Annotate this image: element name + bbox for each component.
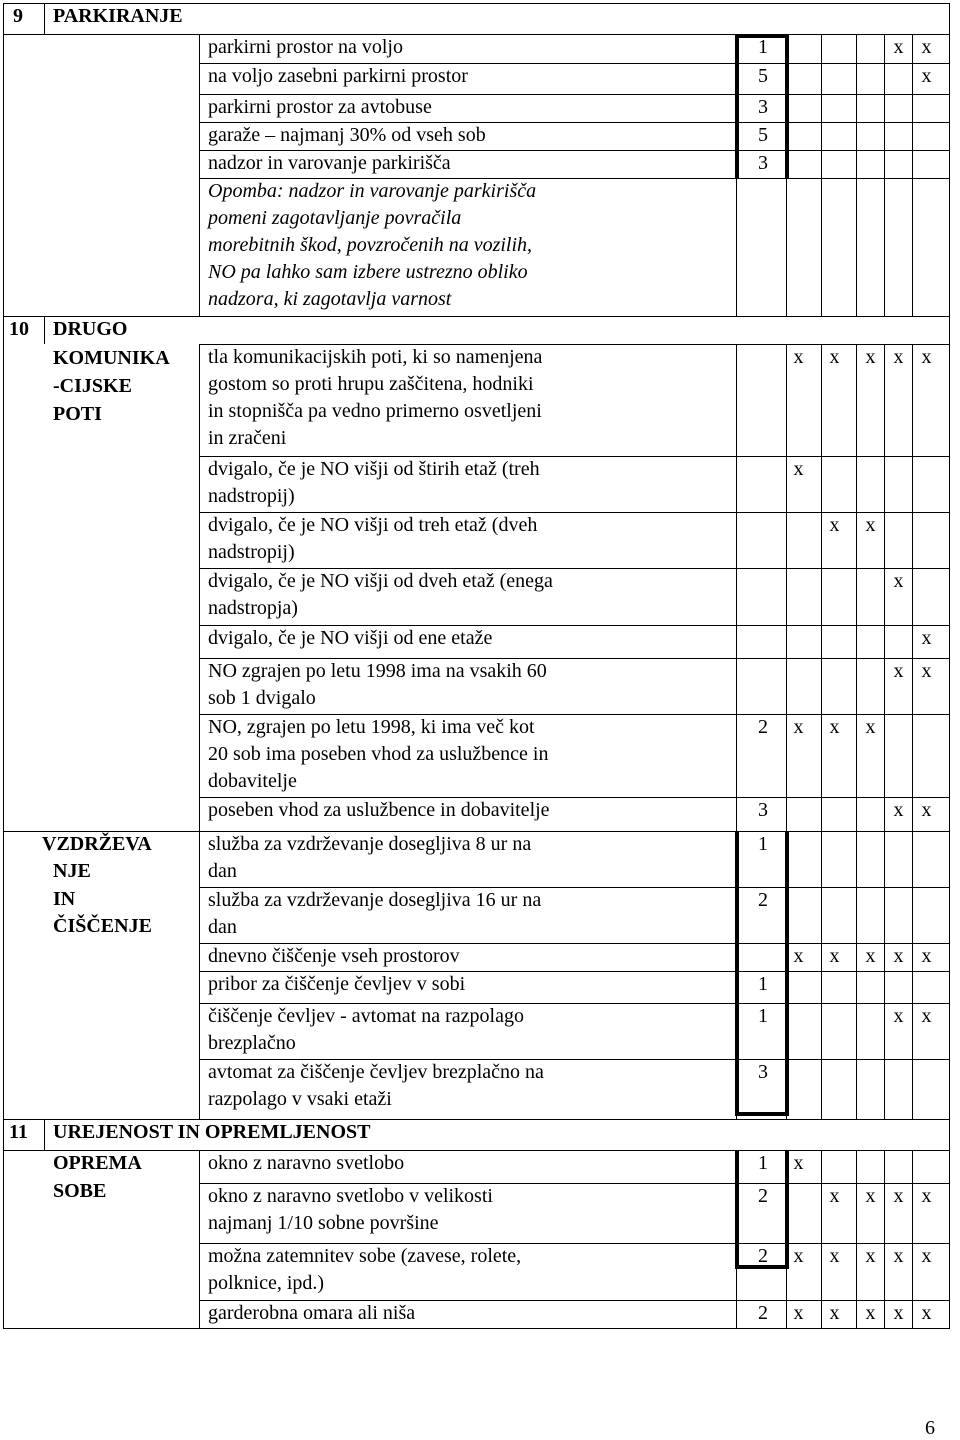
section-9-number: 9 (13, 5, 23, 27)
subsection-oprema-2: SOBE (53, 1180, 107, 1202)
category-mark: x (793, 1245, 804, 1267)
row-text: dnevno čiščenje vseh prostorov (208, 945, 460, 967)
row-points: 1 (758, 1005, 768, 1027)
row-text: sob 1 dvigalo (208, 687, 316, 709)
category-mark: x (921, 65, 932, 87)
row-text: in stopnišča pa vedno primerno osvetljeni (208, 400, 542, 422)
section-11-number: 11 (9, 1121, 28, 1143)
row-points: 5 (758, 65, 768, 87)
row-points: 3 (758, 152, 768, 174)
section-rule (3, 34, 949, 35)
subsection-vzdrzevanje-1: VZDRŽEVA (42, 833, 152, 855)
row-text: dvigalo, če je NO višji od ene etaže (208, 627, 493, 649)
row-points: 3 (758, 799, 768, 821)
category-mark: x (893, 1005, 904, 1027)
row-text: okno z naravno svetlobo v velikosti (208, 1185, 493, 1207)
subsection-vzdrzevanje-4: ČIŠČENJE (53, 915, 152, 937)
row-text: garaže – najmanj 30% od vseh sob (208, 124, 486, 146)
row-text: NO, zgrajen po letu 1998, ki ima več kot (208, 716, 535, 738)
row-points: 2 (758, 1302, 768, 1324)
value-col-border (821, 34, 822, 316)
row-text: nadzora, ki zagotavlja varnost (208, 288, 452, 310)
row-text: služba za vzdrževanje dosegljiva 8 ur na (208, 833, 532, 855)
row-text: dan (208, 916, 237, 938)
row-rule (199, 1328, 949, 1329)
category-mark: x (921, 627, 932, 649)
category-mark: x (921, 945, 932, 967)
category-mark: x (893, 660, 904, 682)
row-points: 2 (758, 1245, 768, 1267)
category-mark: x (893, 1185, 904, 1207)
category-mark: x (829, 514, 840, 536)
category-mark: x (793, 458, 804, 480)
category-mark: x (829, 945, 840, 967)
row-points: 3 (758, 96, 768, 118)
row-text: okno z naravno svetlobo (208, 1152, 405, 1174)
row-points: 1 (758, 973, 768, 995)
row-text: NO zgrajen po letu 1998 ima na vsakih 60 (208, 660, 547, 682)
category-mark: x (865, 1302, 876, 1324)
row-text: na voljo zasebni parkirni prostor (208, 65, 468, 87)
category-mark: x (893, 36, 904, 58)
points-col-thick-bottom (735, 1112, 789, 1116)
category-mark: x (921, 1302, 932, 1324)
category-mark: x (921, 36, 932, 58)
category-mark: x (893, 1302, 904, 1324)
category-mark: x (921, 799, 932, 821)
desc-col-border (199, 34, 200, 316)
row-points: 1 (758, 833, 768, 855)
row-points: 1 (758, 36, 768, 58)
category-mark: x (893, 570, 904, 592)
section-10-number: 10 (9, 318, 29, 340)
desc-col-border (199, 1150, 200, 1328)
category-mark: x (829, 346, 840, 368)
row-text: najmanj 1/10 sobne površine (208, 1212, 439, 1234)
row-text: avtomat za čiščenje čevljev brezplačno na (208, 1061, 544, 1083)
table-border-right (949, 3, 950, 1328)
row-text: pomeni zagotavljanje povračila (208, 207, 462, 229)
row-text: morebitnih škod, povzročenih na vozilih, (208, 234, 533, 256)
row-text: nadstropij) (208, 541, 295, 563)
row-text: brezplačno (208, 1032, 296, 1054)
category-mark: x (893, 346, 904, 368)
row-text: čiščenje čevljev - avtomat na razpolago (208, 1005, 524, 1027)
category-mark: x (893, 945, 904, 967)
row-text: dvigalo, če je NO višji od štirih etaž (treh (208, 458, 540, 480)
row-points: 2 (758, 716, 768, 738)
row-text: polknice, ipd.) (208, 1272, 325, 1294)
value-col-border (884, 34, 885, 316)
row-text: nadzor in varovanje parkirišča (208, 152, 451, 174)
category-mark: x (921, 1005, 932, 1027)
table-border-left (3, 3, 4, 1328)
subsection-vzdrzevanje-3: IN (53, 888, 76, 910)
category-mark: x (829, 1185, 840, 1207)
row-text: služba za vzdrževanje dosegljiva 16 ur na (208, 889, 542, 911)
category-mark: x (921, 660, 932, 682)
row-text: gostom so proti hrupu zaščitena, hodniki (208, 373, 534, 395)
subsection-vzdrzevanje-2: NJE (53, 860, 91, 882)
row-text: Opomba: nadzor in varovanje parkirišča (208, 180, 537, 202)
row-text: nadstropja) (208, 597, 298, 619)
category-mark: x (865, 1185, 876, 1207)
row-text: parkirni prostor na voljo (208, 36, 403, 58)
row-text: 20 sob ima poseben vhod za uslužbence in (208, 743, 549, 765)
category-mark: x (865, 514, 876, 536)
row-text: dan (208, 860, 237, 882)
row-text: NO pa lahko sam izbere ustrezno obliko (208, 261, 528, 283)
section-10-title: DRUGO (53, 318, 128, 340)
category-mark: x (793, 346, 804, 368)
row-points: 2 (758, 1185, 768, 1207)
col-divider (44, 1119, 45, 1150)
row-points: 1 (758, 1152, 768, 1174)
row-text: parkirni prostor za avtobuse (208, 96, 432, 118)
section-9-title: PARKIRANJE (53, 5, 183, 27)
col-divider (44, 316, 45, 344)
category-mark: x (829, 1302, 840, 1324)
row-text: in zračeni (208, 427, 287, 449)
category-mark: x (921, 1185, 932, 1207)
col-divider (44, 3, 45, 34)
category-mark: x (921, 346, 932, 368)
category-mark: x (793, 1302, 804, 1324)
row-points: 3 (758, 1061, 768, 1083)
category-mark: x (829, 716, 840, 738)
category-mark: x (793, 1152, 804, 1174)
category-mark: x (865, 1245, 876, 1267)
row-text: možna zatemnitev sobe (zavese, rolete, (208, 1245, 522, 1267)
category-mark: x (793, 716, 804, 738)
category-mark: x (921, 1245, 932, 1267)
row-points: 2 (758, 889, 768, 911)
page-number: 6 (925, 1417, 935, 1439)
row-text: garderobna omara ali niša (208, 1302, 416, 1324)
category-mark: x (793, 945, 804, 967)
row-text: poseben vhod za uslužbence in dobavitelje (208, 799, 550, 821)
row-text: dvigalo, če je NO višji od treh etaž (dveh (208, 514, 538, 536)
section-11-title: UREJENOST IN OPREMLJENOST (53, 1121, 371, 1143)
category-mark: x (893, 1245, 904, 1267)
row-text: pribor za čiščenje čevljev v sobi (208, 973, 466, 995)
row-text: nadstropij) (208, 485, 295, 507)
value-col-border (856, 34, 857, 316)
category-mark: x (865, 716, 876, 738)
section-rule (3, 316, 949, 317)
row-text: dobavitelje (208, 770, 297, 792)
subsection-komunika-2: -CIJSKE (53, 375, 132, 397)
subsection-komunika-1: KOMUNIKA (53, 347, 170, 369)
row-points: 5 (758, 124, 768, 146)
row-text: razpolago v vsaki etaži (208, 1088, 392, 1110)
category-mark: x (893, 799, 904, 821)
row-text: dvigalo, če je NO višji od dveh etaž (enega (208, 570, 553, 592)
subsection-komunika-3: POTI (53, 403, 102, 425)
category-mark: x (865, 945, 876, 967)
row-text: tla komunikacijskih poti, ki so namenjena (208, 346, 543, 368)
subsection-oprema-1: OPREMA (53, 1152, 142, 1174)
category-mark: x (865, 346, 876, 368)
category-mark: x (829, 1245, 840, 1267)
